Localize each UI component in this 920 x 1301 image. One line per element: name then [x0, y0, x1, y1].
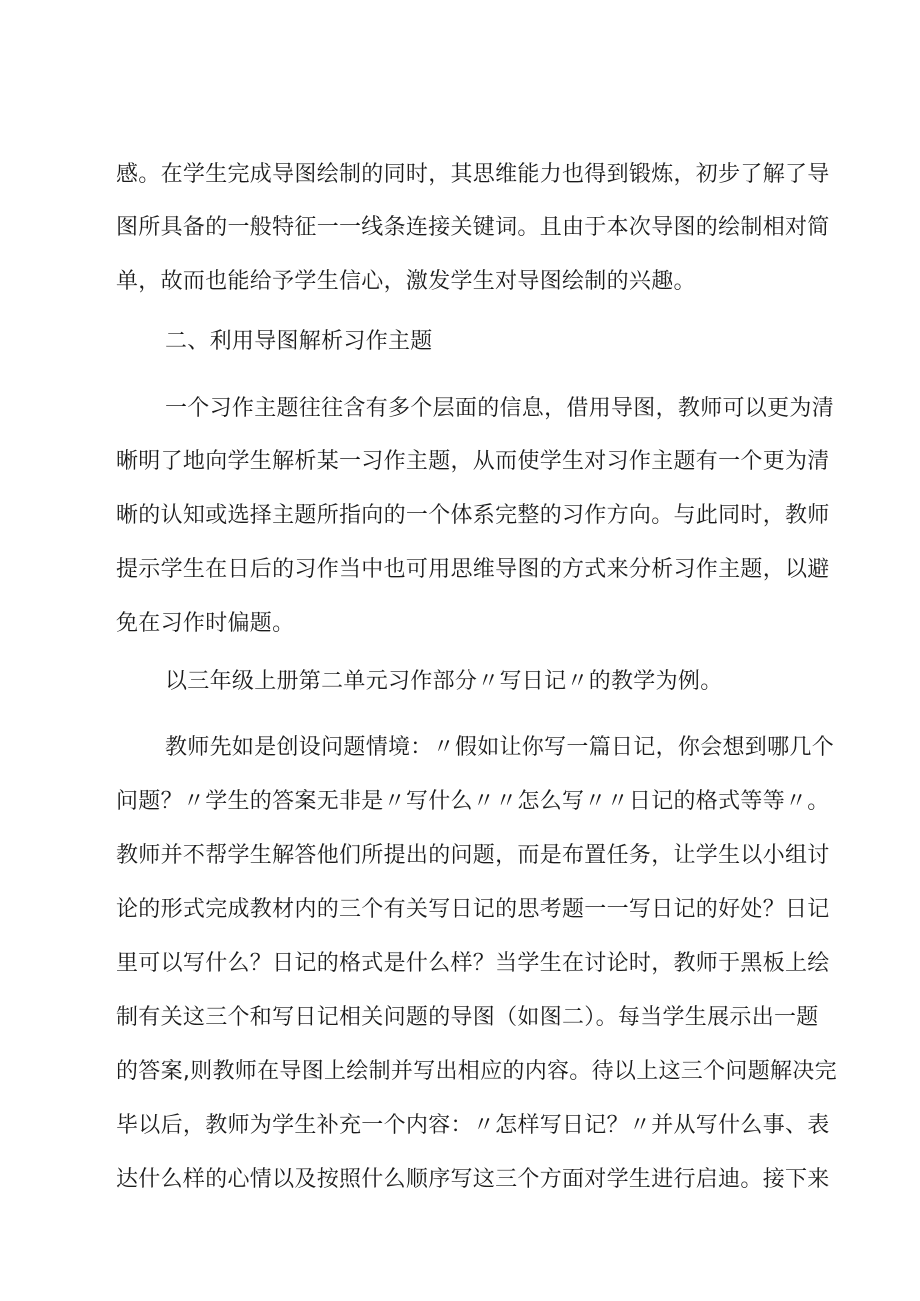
paragraph-4-line-7: 的答案,则教师在导图上绘制并写出相应的内容。待以上这三个问题解决完 — [116, 1059, 837, 1084]
paragraph-4-line-5: 里可以写什么？日记的格式是什么样？当学生在讨论时，教师于黑板上绘 — [116, 951, 830, 976]
section-heading: 二、利用导图解析习作主题 — [165, 329, 433, 354]
paragraph-4-line-9: 达什么样的心情以及按照什么顺序写这三个方面对学生进行启迪。接下来 — [116, 1167, 830, 1192]
paragraph-4-line-6: 制有关这三个和写日记相关问题的导图（如图二）。每当学生展示出一题 — [116, 1005, 819, 1030]
paragraph-1-line-3: 单，故而也能给予学生信心，激发学生对导图绘制的兴趣。 — [116, 269, 696, 294]
paragraph-4-line-8: 毕以后，教师为学生补充一个内容：〃怎样写日记？〃并从写什么事、表 — [116, 1113, 830, 1138]
paragraph-2-line-2: 晰明了地向学生解析某一习作主题，从而使学生对习作主题有一个更为清 — [116, 449, 830, 474]
paragraph-4-line-4: 论的形式完成教材内的三个有关写日记的思考题一一写日记的好处？日记 — [116, 897, 830, 922]
paragraph-3-line-1: 以三年级上册第二单元习作部分〃写日记〃的教学为例。 — [165, 669, 723, 694]
paragraph-2-line-1: 一个习作主题往往含有多个层面的信息，借用导图，教师可以更为清 — [165, 396, 835, 421]
paragraph-1-line-2: 图所具备的一般特征一一线条连接关键词。且由于本次导图的绘制相对简 — [116, 215, 830, 240]
paragraph-2-line-5: 免在习作时偏题。 — [116, 611, 295, 636]
paragraph-2-line-3: 晰的认知或选择主题所指向的一个体系完整的习作方向。与此同时，教师 — [116, 503, 830, 528]
paragraph-4-line-2: 问题？〃学生的答案无非是〃写什么〃〃怎么写〃〃日记的格式等等〃。 — [116, 789, 830, 814]
paragraph-2-line-4: 提示学生在日后的习作当中也可用思维导图的方式来分析习作主题，以避 — [116, 557, 830, 582]
paragraph-1-line-1: 感。在学生完成导图绘制的同时，其思维能力也得到锻炼，初步了解了导 — [116, 162, 830, 187]
paragraph-4-line-3: 教师并不帮学生解答他们所提出的问题，而是布置任务，让学生以小组讨 — [116, 843, 830, 868]
paragraph-4-line-1: 教师先如是创设问题情境：〃假如让你写一篇日记，你会想到哪几个 — [165, 735, 835, 760]
